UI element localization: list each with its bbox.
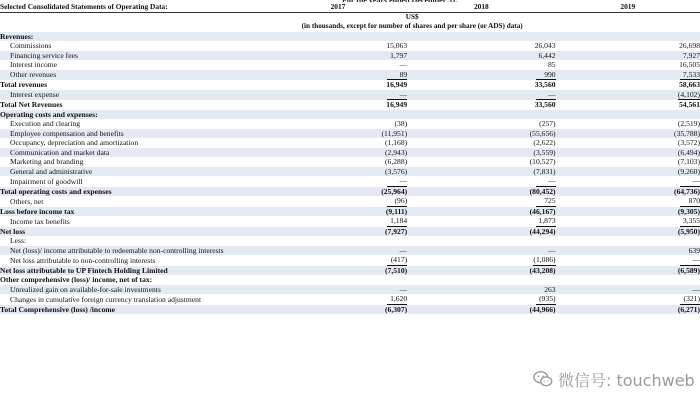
cell-value: 1,873 [536, 216, 556, 227]
cell-2018 [407, 176, 555, 187]
cell-2019 [556, 246, 700, 256]
cell-2018 [407, 266, 555, 276]
cell-2017 [269, 167, 407, 177]
table-row [0, 157, 700, 167]
cell-value: (6,271) [678, 305, 700, 315]
cell-2018 [407, 236, 555, 246]
cell-2019 [556, 70, 700, 81]
row-label: Occupancy, depreciation and amortization [0, 138, 269, 148]
cell-2019 [556, 51, 700, 61]
table-row [0, 148, 700, 158]
cell-2017 [269, 110, 407, 120]
cell-value: 89 [387, 70, 407, 81]
cell-2019 [556, 110, 700, 120]
cell-value: (55,656) [529, 128, 556, 138]
table-row [0, 51, 700, 61]
row-label: Changes in cumulative foreign currency translation adjustment [0, 294, 269, 305]
cell-2019 [556, 80, 700, 90]
cell-2017 [269, 148, 407, 158]
cell-value: (38) [394, 119, 408, 128]
table-row [0, 167, 700, 177]
cell-value: 15,063 [386, 41, 408, 50]
row-label: Loss before income tax [0, 207, 269, 217]
cell-2017 [269, 70, 407, 81]
cell-value: — [399, 284, 408, 294]
currency-row [0, 12, 700, 22]
cell-2018 [407, 216, 555, 227]
table-row [0, 80, 700, 90]
cell-value: 7,927 [682, 50, 700, 60]
table-row [0, 255, 700, 266]
cell-2018 [407, 148, 555, 158]
cell-2019 [556, 275, 700, 285]
cell-value: (9,260) [677, 166, 700, 176]
table-row [0, 32, 700, 42]
cell-value: 16,949 [386, 80, 408, 89]
row-label: Net (loss)/ income attributable to redeemable non-controlling interests [0, 246, 269, 256]
cell-2019 [556, 216, 700, 227]
cell-value: (321) [680, 294, 700, 305]
cell-2019 [556, 167, 700, 177]
row-label: Less: [0, 236, 269, 246]
cell-2017 [269, 266, 407, 276]
cell-value: (43,208) [529, 265, 556, 275]
cell-value: 1,620 [387, 294, 407, 305]
cell-value: (935) [536, 294, 556, 305]
cell-2017 [269, 90, 407, 101]
cell-2018 [407, 167, 555, 177]
cell-value: 54,561 [679, 100, 700, 109]
cell-2018 [407, 51, 555, 61]
table-row [0, 176, 700, 187]
cell-value: — [536, 90, 556, 101]
cell-value: (1,086) [533, 255, 556, 264]
row-label: Other revenues [0, 70, 269, 81]
cell-2019 [556, 227, 700, 237]
row-label: Revenues: [0, 32, 269, 42]
cell-value: (2,943) [385, 147, 408, 157]
cell-2018 [407, 305, 555, 315]
cell-2019 [556, 266, 700, 276]
cell-value: (5,950) [677, 226, 700, 236]
cell-2018 [407, 60, 555, 70]
currency-label: US$ [269, 12, 556, 22]
row-label: Net loss [0, 227, 269, 237]
table-row [0, 70, 700, 81]
cell-value: (1,168) [385, 138, 408, 147]
cell-value: (25,964) [381, 186, 408, 196]
cell-2018 [407, 41, 555, 51]
cell-value: (46,167) [529, 206, 556, 216]
table-row [0, 196, 700, 207]
watermark-text: 微信号: touchweb [558, 370, 695, 390]
cell-2018 [407, 255, 555, 266]
cell-value: — [399, 60, 408, 69]
cell-2017 [269, 32, 407, 42]
row-label: Net loss attributable to UP Fintech Holding Limited [0, 266, 269, 276]
cell-2018 [407, 129, 555, 139]
row-label: Operating costs and expenses: [0, 110, 269, 120]
cell-value: (4,102) [677, 89, 700, 99]
cell-2019 [556, 176, 700, 187]
cell-2019 [556, 60, 700, 70]
cell-value: 6,442 [538, 50, 556, 60]
cell-value: (7,831) [533, 166, 556, 176]
cell-value: 725 [536, 196, 556, 207]
cell-2018 [407, 119, 555, 129]
table-row [0, 236, 700, 246]
cell-value: — [680, 255, 700, 266]
row-label: Total revenues [0, 80, 269, 90]
row-label: Marketing and branding [0, 157, 269, 167]
cell-2018 [407, 285, 555, 295]
cell-value: 85 [547, 60, 556, 69]
cell-2018 [407, 157, 555, 167]
cell-2017 [269, 138, 407, 148]
cell-2017 [269, 80, 407, 90]
table-row [0, 285, 700, 295]
row-label: Unrealized gain on available-for-sale investments [0, 285, 269, 295]
cell-2017 [269, 119, 407, 129]
cell-value: (3,559) [533, 147, 556, 157]
operating-data-table [0, 2, 700, 314]
year-header-2018: 2018 [407, 2, 555, 12]
cell-value: (7,510) [385, 265, 408, 275]
cell-2017 [269, 285, 407, 295]
cell-value: (96) [387, 196, 407, 207]
cell-value: 33,560 [534, 100, 556, 109]
cell-2017 [269, 227, 407, 237]
cell-value: (44,294) [529, 226, 556, 236]
cell-value: — [547, 245, 556, 255]
cell-2018 [407, 196, 555, 207]
cell-2019 [556, 100, 700, 110]
cell-2019 [556, 148, 700, 158]
table-row [0, 266, 700, 276]
table-row [0, 100, 700, 110]
cell-value: 3,355 [680, 216, 700, 227]
cell-value: 870 [680, 196, 700, 207]
row-label: Total Net Revenues [0, 100, 269, 110]
cell-value: 7,533 [680, 70, 700, 81]
cell-2019 [556, 129, 700, 139]
cell-2018 [407, 70, 555, 81]
cell-value: (6,307) [385, 305, 407, 315]
cell-2018 [407, 138, 555, 148]
cell-value: (3,576) [385, 166, 408, 176]
year-header-2017: 2017 [269, 2, 407, 12]
row-label: Communication and market data [0, 148, 269, 158]
cell-value: — [692, 284, 700, 294]
cell-2018 [407, 80, 555, 90]
cell-2019 [556, 207, 700, 217]
cell-value: 1,797 [390, 50, 408, 60]
table-row [0, 60, 700, 70]
cell-2019 [556, 32, 700, 42]
cell-value: 990 [536, 70, 556, 81]
cell-2017 [269, 236, 407, 246]
cell-2017 [269, 41, 407, 51]
cell-2019 [556, 255, 700, 266]
row-label: General and administrative [0, 167, 269, 177]
cell-2019 [556, 196, 700, 207]
cell-value: (80,452) [529, 186, 556, 196]
cell-2017 [269, 207, 407, 217]
cell-2018 [407, 110, 555, 120]
cell-2017 [269, 157, 407, 167]
cell-2017 [269, 176, 407, 187]
cell-value: (6,288) [385, 157, 408, 166]
cell-2017 [269, 216, 407, 227]
wechat-icon [532, 368, 554, 390]
row-label: Financing service fees [0, 51, 269, 61]
cell-2018 [407, 246, 555, 256]
cell-value: (7,927) [385, 226, 408, 236]
table-header-row [0, 2, 700, 12]
cell-value: 58,663 [679, 80, 700, 89]
cell-2018 [407, 207, 555, 217]
cell-2017 [269, 60, 407, 70]
row-label: Total operating costs and expenses [0, 187, 269, 197]
table-row [0, 207, 700, 217]
row-label: Total Comprehensive (loss) /income [0, 305, 269, 315]
table-row [0, 305, 700, 315]
cell-2017 [269, 129, 407, 139]
cell-value: 33,560 [534, 80, 556, 89]
row-label: Other comprehensive (loss)/ income, net of tax: [0, 275, 269, 285]
cell-value: — [399, 245, 408, 255]
cell-value: (7,103) [677, 157, 700, 166]
cell-2017 [269, 246, 407, 256]
cell-2019 [556, 138, 700, 148]
row-label: Commissions [0, 41, 269, 51]
cell-value: 263 [544, 284, 556, 294]
cell-2017 [269, 294, 407, 305]
cell-2019 [556, 90, 700, 101]
table-row [0, 138, 700, 148]
table-row [0, 119, 700, 129]
cell-value: (2,622) [533, 138, 556, 147]
row-label: Impairment of goodwill [0, 176, 269, 187]
cell-2017 [269, 275, 407, 285]
cell-value: (64,736) [674, 186, 700, 196]
cell-value: (3,572) [677, 138, 700, 147]
cell-2018 [407, 227, 555, 237]
table-row [0, 187, 700, 197]
cell-2017 [269, 187, 407, 197]
cell-2018 [407, 32, 555, 42]
cell-2019 [556, 157, 700, 167]
cell-value: 16,949 [386, 100, 408, 109]
cell-value: (2,519) [677, 119, 700, 128]
table-row [0, 129, 700, 139]
table-row [0, 90, 700, 101]
cell-value: (44,966) [530, 305, 556, 315]
year-header-2019: 2019 [556, 2, 700, 12]
cell-value: — [680, 176, 700, 187]
cell-2018 [407, 100, 555, 110]
cell-2017 [269, 196, 407, 207]
cell-value: — [387, 90, 407, 101]
cell-2019 [556, 187, 700, 197]
cell-2019 [556, 236, 700, 246]
row-label: Others, net [0, 196, 269, 207]
cell-value: 26,043 [534, 41, 556, 50]
cell-value: 26,698 [679, 41, 700, 50]
cell-2019 [556, 285, 700, 295]
cell-2018 [407, 90, 555, 101]
table-row [0, 110, 700, 120]
cell-value: 639 [688, 245, 700, 255]
cell-2017 [269, 100, 407, 110]
table-row [0, 41, 700, 51]
cell-2019 [556, 119, 700, 129]
cell-value: — [387, 176, 407, 187]
cell-value: (11,951) [381, 128, 408, 138]
cell-2017 [269, 51, 407, 61]
cell-value: 1,184 [387, 216, 407, 227]
cell-value: 16,505 [679, 60, 700, 69]
cell-2019 [556, 294, 700, 305]
cell-value: (35,788) [674, 128, 700, 138]
cell-value: (9,111) [385, 206, 408, 216]
units-note: (in thousands, except for number of shares and per share (or ADS) data) [269, 22, 556, 32]
cell-value: (6,494) [677, 147, 700, 157]
row-label: Interest income [0, 60, 269, 70]
table-row [0, 275, 700, 285]
cell-value: (9,305) [677, 206, 700, 216]
row-label: Execution and clearing [0, 119, 269, 129]
cell-value: — [536, 176, 556, 187]
cell-2018 [407, 294, 555, 305]
cell-value: (417) [387, 255, 407, 266]
table-row [0, 216, 700, 227]
cell-2018 [407, 187, 555, 197]
table-row [0, 227, 700, 237]
row-label: Interest expense [0, 90, 269, 101]
row-label: Income tax benefits [0, 216, 269, 227]
row-label: Employee compensation and benefits [0, 129, 269, 139]
cell-2018 [407, 275, 555, 285]
table-title: Selected Consolidated Statements of Operating Data: [0, 2, 269, 12]
cell-value: (257) [539, 119, 556, 128]
table-row [0, 246, 700, 256]
table-row [0, 294, 700, 305]
cell-2019 [556, 305, 700, 315]
wechat-watermark [532, 366, 698, 392]
cell-value: (6,589) [677, 265, 700, 275]
cell-2019 [556, 41, 700, 51]
row-label: Net loss attributable to non-controlling interests [0, 255, 269, 266]
cell-2017 [269, 305, 407, 315]
units-row [0, 22, 700, 32]
cell-2017 [269, 255, 407, 266]
cell-value: (10,527) [529, 157, 556, 166]
